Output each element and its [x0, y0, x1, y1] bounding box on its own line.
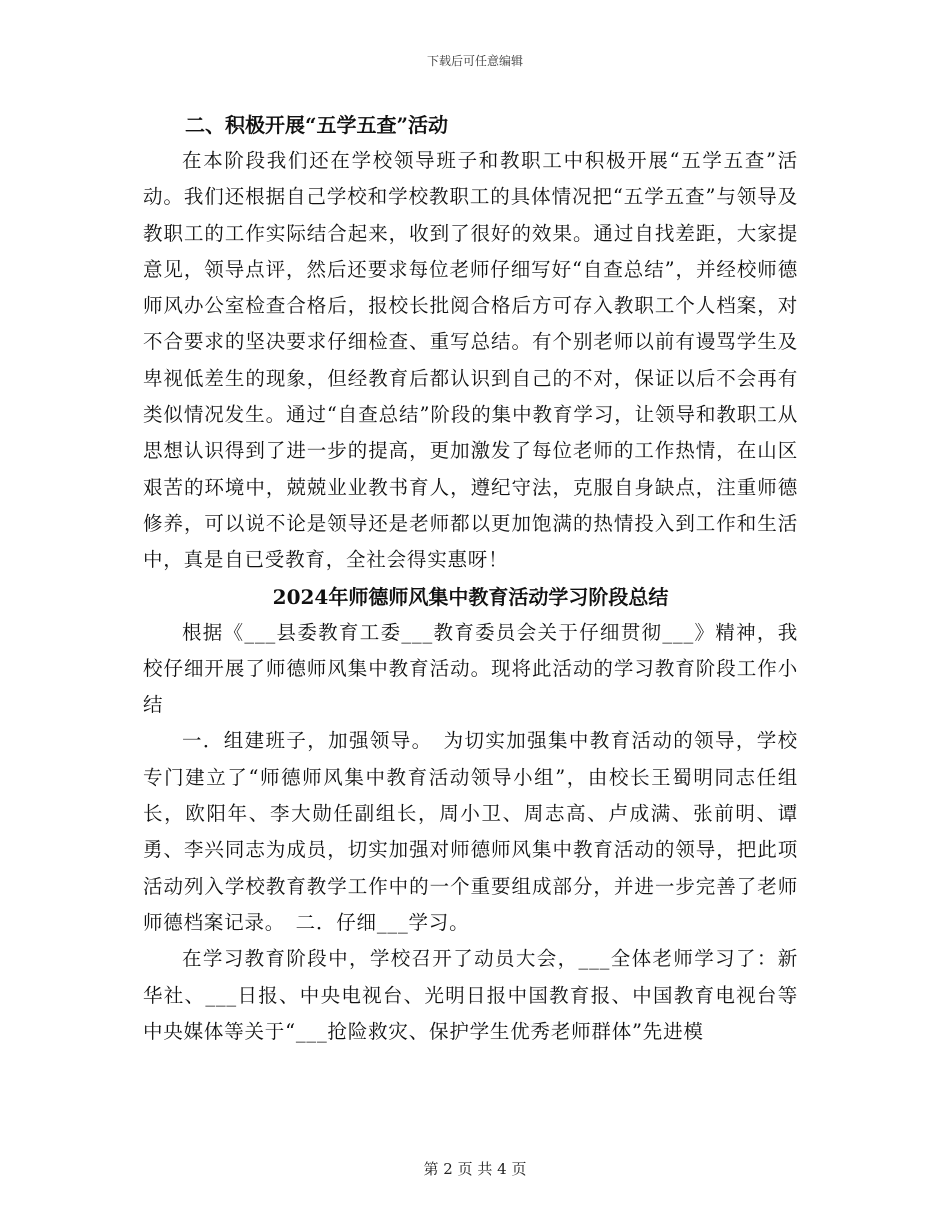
page-footer: 第 2 页 共 4 页 [423, 1160, 527, 1178]
intro-paragraph: 根据《___县委教育工委___教育委员会关于仔细贯彻___》精神，我校仔细开展了师德师风集中教育活动。现将此活动的学习教育阶段工作小结 [143, 620, 798, 717]
leadership-paragraph: 一．组建班子，加强领导。 为切实加强集中教育活动的领导，学校专门建立了“师德师风集中教育活动领导小组”，由校长王蜀明同志任组长，欧阳年、李大勋任副组长，周小卫、周志高、卢成满、张前明、谭勇、李兴同志为成员，切实加强对师德师风集中教育活动的领导，把此项活动列入学校教育教学工作中的一个重要组成部分，并进一步完善了老师师德档案记录。 二．仔细___学习。 [143, 729, 798, 934]
page-header: 下载后可任意编辑 [426, 54, 523, 68]
document-title: 2024年师德师风集中教育活动学习阶段总结 [272, 584, 669, 609]
section-paragraph: 在本阶段我们还在学校领导班子和教职工中积极开展“五学五查”活动。我们还根据自己学校和学校教职工的具体情况把“五学五查”与领导及教职工的工作实际结合起来，收到了很好的效果。通过自找差距，大家提意见，领导点评，然后还要求每位老师仔细写好“自查总结”，并经校师德师风办公室检查合格后，报校长批阅合格后方可存入教职工个人档案，对不合要求的坚决要求仔细检查、重写总结。有个别老师以前有谩骂学生及卑视低差生的现象，但经教育后都认识到自己的不对，保证以后不会再有类似情况发生。通过“自查总结”阶段的集中教育学习，让领导和教职工从思想认识得到了进一步的提高，更加激发了每位老师的工作热情，在山区艰苦的环境中，兢兢业业教书育人，遵纪守法，克服自身缺点，注重师德修养，可以说不论是领导还是老师都以更加饱满的热情投入到工作和生活中，真是自已受教育，全社会得实惠呀！ [143, 149, 798, 572]
document-body [143, 107, 798, 1050]
section-heading: 二、积极开展“五学五查”活动 [185, 113, 449, 137]
study-paragraph: 在学习教育阶段中，学校召开了动员大会，___全体老师学习了：新华社、___日报、中央电视台、光明日报中国教育报、中国教育电视台等中央媒体等关于“___抢险救灾、保护学生优秀老师群体”先进模 [143, 947, 798, 1043]
